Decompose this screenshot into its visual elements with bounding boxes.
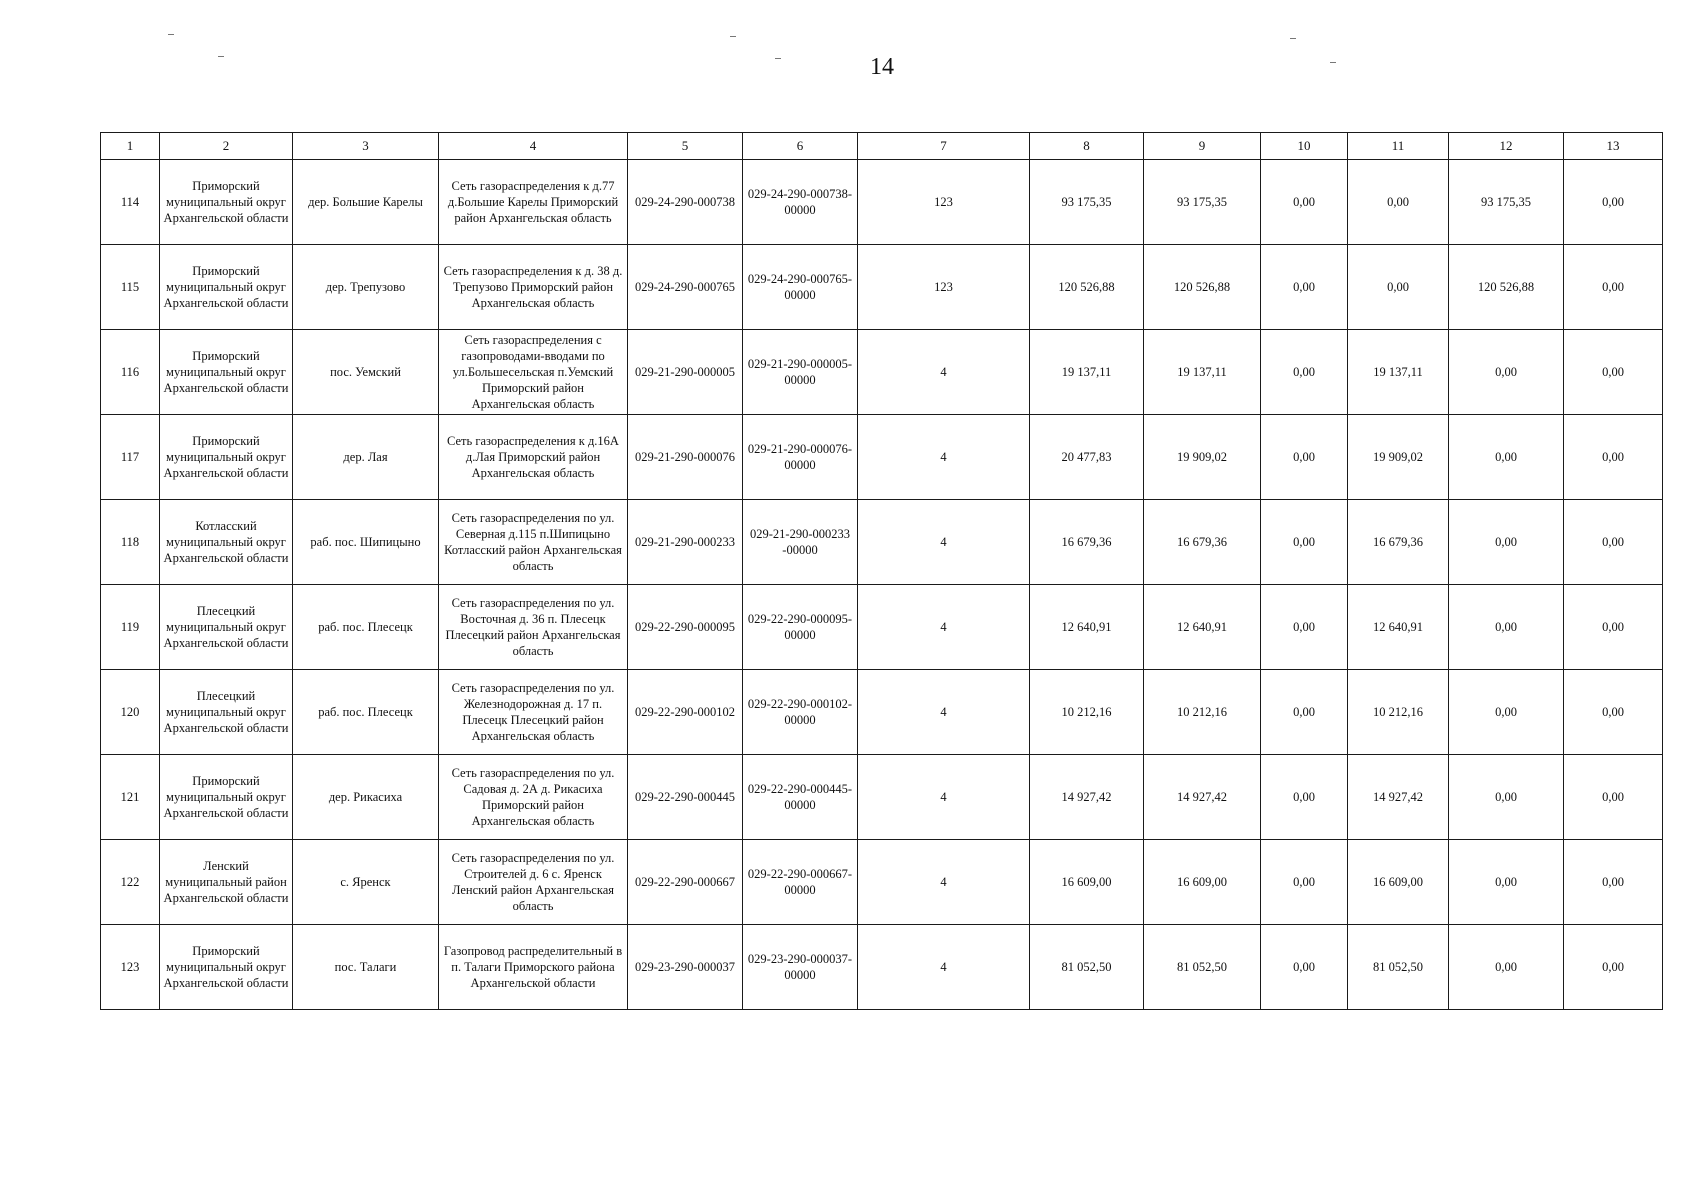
col12-value-cell: 0,00 [1449, 840, 1564, 925]
table-row [101, 500, 1663, 585]
col9-value-cell: 12 640,91 [1144, 585, 1261, 670]
table-row [101, 160, 1663, 245]
inventory-number-cell: 029-24-290-000765 [628, 245, 743, 330]
col11-value-cell: 81 052,50 [1348, 925, 1449, 1010]
col12-value-cell: 93 175,35 [1449, 160, 1564, 245]
column-header-5: 5 [628, 133, 743, 160]
column-header-7: 7 [858, 133, 1030, 160]
col13-value-cell: 0,00 [1564, 840, 1663, 925]
col9-value-cell: 10 212,16 [1144, 670, 1261, 755]
inventory-number-cell: 029-24-290-000738 [628, 160, 743, 245]
col11-value-cell: 0,00 [1348, 245, 1449, 330]
col7-cell: 4 [858, 415, 1030, 500]
district-cell: Приморский муниципальный округ Архангельской области [160, 755, 293, 840]
settlement-cell: дер. Трепузово [293, 245, 439, 330]
col13-value-cell: 0,00 [1564, 585, 1663, 670]
col7-cell: 4 [858, 500, 1030, 585]
district-cell: Приморский муниципальный округ Архангельской области [160, 160, 293, 245]
row-number-cell: 117 [101, 415, 160, 500]
col11-value-cell: 19 909,02 [1348, 415, 1449, 500]
col7-cell: 4 [858, 755, 1030, 840]
col7-cell: 4 [858, 925, 1030, 1010]
object-description-cell: Газопровод распределительный в п. Талаги Приморского района Архангельской области [439, 925, 628, 1010]
settlement-cell: пос. Уемский [293, 330, 439, 415]
col12-value-cell: 0,00 [1449, 755, 1564, 840]
col9-value-cell: 120 526,88 [1144, 245, 1261, 330]
col12-value-cell: 0,00 [1449, 585, 1564, 670]
column-number-header-row [101, 133, 1663, 160]
col12-value-cell: 0,00 [1449, 330, 1564, 415]
col11-value-cell: 10 212,16 [1348, 670, 1449, 755]
column-header-9: 9 [1144, 133, 1261, 160]
col10-value-cell: 0,00 [1261, 670, 1348, 755]
object-description-cell: Сеть газораспределения с газопроводами-вводами по ул.Большесельская п.Уемский Приморский район Архангельская область [439, 330, 628, 415]
col11-value-cell: 0,00 [1348, 160, 1449, 245]
col12-value-cell: 0,00 [1449, 500, 1564, 585]
col8-value-cell: 16 679,36 [1030, 500, 1144, 585]
table-row [101, 330, 1663, 415]
col13-value-cell: 0,00 [1564, 245, 1663, 330]
col8-value-cell: 16 609,00 [1030, 840, 1144, 925]
district-cell: Приморский муниципальный округ Архангельской области [160, 245, 293, 330]
column-header-12: 12 [1449, 133, 1564, 160]
district-cell: Приморский муниципальный округ Архангельской области [160, 925, 293, 1010]
column-header-13: 13 [1564, 133, 1663, 160]
col11-value-cell: 12 640,91 [1348, 585, 1449, 670]
table-row [101, 840, 1663, 925]
col13-value-cell: 0,00 [1564, 925, 1663, 1010]
col10-value-cell: 0,00 [1261, 415, 1348, 500]
object-description-cell: Сеть газораспределения к д.16А д.Лая Приморский район Архангельская область [439, 415, 628, 500]
row-number-cell: 118 [101, 500, 160, 585]
object-description-cell: Сеть газораспределения по ул. Строителей д. 6 с. Яренск Ленский район Архангельская область [439, 840, 628, 925]
district-cell: Приморский муниципальный округ Архангельской области [160, 415, 293, 500]
cadastral-number-cell: 029-21-290-000233 -00000 [743, 500, 858, 585]
inventory-number-cell: 029-21-290-000005 [628, 330, 743, 415]
district-cell: Плесецкий муниципальный округ Архангельской области [160, 670, 293, 755]
table-row [101, 755, 1663, 840]
col7-cell: 4 [858, 330, 1030, 415]
col12-value-cell: 0,00 [1449, 670, 1564, 755]
column-header-1: 1 [101, 133, 160, 160]
col10-value-cell: 0,00 [1261, 500, 1348, 585]
col8-value-cell: 93 175,35 [1030, 160, 1144, 245]
object-description-cell: Сеть газораспределения по ул. Восточная д. 36 п. Плесецк Плесецкий район Архангельская область [439, 585, 628, 670]
row-number-cell: 119 [101, 585, 160, 670]
cadastral-number-cell: 029-22-290-000445-00000 [743, 755, 858, 840]
page-number: 14 [870, 54, 894, 80]
object-description-cell: Сеть газораспределения к д.77 д.Большие Карелы Приморский район Архангельская область [439, 160, 628, 245]
registry-table [100, 132, 1663, 1010]
row-number-cell: 123 [101, 925, 160, 1010]
district-cell: Плесецкий муниципальный округ Архангельской области [160, 585, 293, 670]
column-header-3: 3 [293, 133, 439, 160]
col9-value-cell: 93 175,35 [1144, 160, 1261, 245]
inventory-number-cell: 029-22-290-000102 [628, 670, 743, 755]
col10-value-cell: 0,00 [1261, 245, 1348, 330]
cadastral-number-cell: 029-22-290-000095-00000 [743, 585, 858, 670]
col7-cell: 123 [858, 245, 1030, 330]
inventory-number-cell: 029-22-290-000667 [628, 840, 743, 925]
col11-value-cell: 16 609,00 [1348, 840, 1449, 925]
col7-cell: 4 [858, 670, 1030, 755]
inventory-number-cell: 029-21-290-000233 [628, 500, 743, 585]
col10-value-cell: 0,00 [1261, 755, 1348, 840]
settlement-cell: с. Яренск [293, 840, 439, 925]
table-row [101, 245, 1663, 330]
table-row [101, 925, 1663, 1010]
settlement-cell: дер. Рикасиха [293, 755, 439, 840]
column-header-8: 8 [1030, 133, 1144, 160]
row-number-cell: 120 [101, 670, 160, 755]
col10-value-cell: 0,00 [1261, 160, 1348, 245]
object-description-cell: Сеть газораспределения по ул. Железнодорожная д. 17 п. Плесецк Плесецкий район Архангельская область [439, 670, 628, 755]
object-description-cell: Сеть газораспределения по ул. Северная д.115 п.Шипицыно Котласский район Архангельская область [439, 500, 628, 585]
col9-value-cell: 16 679,36 [1144, 500, 1261, 585]
row-number-cell: 116 [101, 330, 160, 415]
settlement-cell: дер. Большие Карелы [293, 160, 439, 245]
col11-value-cell: 16 679,36 [1348, 500, 1449, 585]
cadastral-number-cell: 029-24-290-000765-00000 [743, 245, 858, 330]
col9-value-cell: 19 137,11 [1144, 330, 1261, 415]
col11-value-cell: 19 137,11 [1348, 330, 1449, 415]
settlement-cell: пос. Талаги [293, 925, 439, 1010]
col8-value-cell: 19 137,11 [1030, 330, 1144, 415]
col13-value-cell: 0,00 [1564, 670, 1663, 755]
inventory-number-cell: 029-23-290-000037 [628, 925, 743, 1010]
col8-value-cell: 81 052,50 [1030, 925, 1144, 1010]
cadastral-number-cell: 029-22-290-000667-00000 [743, 840, 858, 925]
col9-value-cell: 16 609,00 [1144, 840, 1261, 925]
inventory-number-cell: 029-22-290-000445 [628, 755, 743, 840]
table-row [101, 585, 1663, 670]
row-number-cell: 121 [101, 755, 160, 840]
row-number-cell: 114 [101, 160, 160, 245]
col12-value-cell: 0,00 [1449, 925, 1564, 1010]
settlement-cell: раб. пос. Плесецк [293, 670, 439, 755]
object-description-cell: Сеть газораспределения по ул. Садовая д. 2А д. Рикасиха Приморский район Архангельская область [439, 755, 628, 840]
col10-value-cell: 0,00 [1261, 585, 1348, 670]
district-cell: Котласский муниципальный округ Архангельской области [160, 500, 293, 585]
col7-cell: 123 [858, 160, 1030, 245]
inventory-number-cell: 029-21-290-000076 [628, 415, 743, 500]
col13-value-cell: 0,00 [1564, 755, 1663, 840]
row-number-cell: 122 [101, 840, 160, 925]
col8-value-cell: 12 640,91 [1030, 585, 1144, 670]
settlement-cell: раб. пос. Плесецк [293, 585, 439, 670]
col13-value-cell: 0,00 [1564, 500, 1663, 585]
col7-cell: 4 [858, 585, 1030, 670]
column-header-6: 6 [743, 133, 858, 160]
cadastral-number-cell: 029-23-290-000037-00000 [743, 925, 858, 1010]
col9-value-cell: 14 927,42 [1144, 755, 1261, 840]
column-header-11: 11 [1348, 133, 1449, 160]
cadastral-number-cell: 029-24-290-000738-00000 [743, 160, 858, 245]
settlement-cell: раб. пос. Шипицыно [293, 500, 439, 585]
col11-value-cell: 14 927,42 [1348, 755, 1449, 840]
object-description-cell: Сеть газораспределения к д. 38 д. Трепузово Приморский район Архангельская область [439, 245, 628, 330]
inventory-number-cell: 029-22-290-000095 [628, 585, 743, 670]
column-header-2: 2 [160, 133, 293, 160]
district-cell: Приморский муниципальный округ Архангельской области [160, 330, 293, 415]
col8-value-cell: 20 477,83 [1030, 415, 1144, 500]
col13-value-cell: 0,00 [1564, 330, 1663, 415]
col13-value-cell: 0,00 [1564, 160, 1663, 245]
col9-value-cell: 81 052,50 [1144, 925, 1261, 1010]
col9-value-cell: 19 909,02 [1144, 415, 1261, 500]
table-row [101, 415, 1663, 500]
cadastral-number-cell: 029-21-290-000005-00000 [743, 330, 858, 415]
col8-value-cell: 120 526,88 [1030, 245, 1144, 330]
col12-value-cell: 120 526,88 [1449, 245, 1564, 330]
col13-value-cell: 0,00 [1564, 415, 1663, 500]
row-number-cell: 115 [101, 245, 160, 330]
cadastral-number-cell: 029-21-290-000076-00000 [743, 415, 858, 500]
column-header-10: 10 [1261, 133, 1348, 160]
col7-cell: 4 [858, 840, 1030, 925]
col10-value-cell: 0,00 [1261, 925, 1348, 1010]
table-row [101, 670, 1663, 755]
cadastral-number-cell: 029-22-290-000102-00000 [743, 670, 858, 755]
col8-value-cell: 14 927,42 [1030, 755, 1144, 840]
column-header-4: 4 [439, 133, 628, 160]
col10-value-cell: 0,00 [1261, 840, 1348, 925]
col8-value-cell: 10 212,16 [1030, 670, 1144, 755]
table-body [101, 160, 1663, 1010]
settlement-cell: дер. Лая [293, 415, 439, 500]
col10-value-cell: 0,00 [1261, 330, 1348, 415]
col12-value-cell: 0,00 [1449, 415, 1564, 500]
district-cell: Ленский муниципальный район Архангельской области [160, 840, 293, 925]
